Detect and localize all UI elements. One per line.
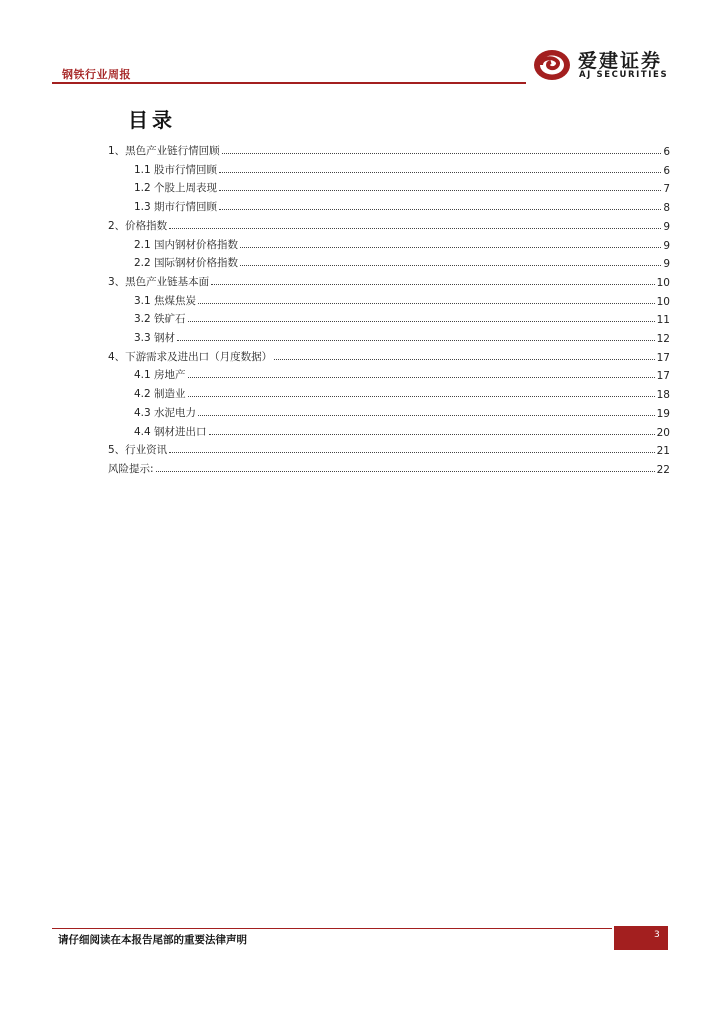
toc-dot-leader [240,264,661,266]
footer-divider [52,928,612,929]
toc-entry[interactable] [134,290,670,308]
toc-entry[interactable] [134,159,670,177]
toc-entry-page: 20 [656,426,670,439]
page-number-box [614,926,668,950]
toc-entry[interactable] [134,327,670,345]
toc-entry-label: 3、黑色产业链基本面 [108,275,210,288]
toc-entry-page: 6 [663,146,670,158]
toc-entry[interactable] [134,402,670,420]
toc-dot-leader [177,339,655,341]
toc-entry-page: 21 [656,445,670,458]
page-number: 3 [654,930,660,940]
toc-dot-leader [222,152,662,154]
legal-disclaimer: 请仔细阅读在本报告尾部的重要法律声明 [58,934,247,946]
toc-entry[interactable] [108,458,670,476]
toc-entry-page: 11 [656,314,670,327]
toc-dot-leader [188,320,655,322]
toc-dot-leader [274,358,654,360]
toc-entry[interactable] [108,271,670,289]
toc-entry-page: 12 [656,333,670,345]
toc-entry-page: 17 [656,370,670,383]
toc-entry-label: 2、价格指数 [108,219,168,232]
toc-entry[interactable] [108,215,670,233]
logo-mark-icon [532,48,572,82]
toc-entry[interactable] [108,140,670,158]
toc-entry-page: 9 [663,258,670,271]
company-logo [532,46,674,84]
toc-entry[interactable] [134,421,670,439]
toc-entry[interactable] [134,364,670,382]
toc-entry-page: 22 [656,463,670,476]
toc-entry[interactable] [108,439,670,457]
toc-entry-label: 3.1 焦煤焦炭 [134,294,197,307]
toc-entry-label: 1.2 个股上周表现 [134,182,218,195]
toc-dot-leader [198,302,655,304]
toc-dot-leader [156,470,655,472]
toc-dot-leader [209,433,655,435]
toc-dot-leader [169,227,661,229]
toc-dot-leader [188,376,655,378]
toc-entry-page: 17 [656,351,670,364]
toc-entry-page: 6 [663,164,670,177]
toc-entry-label: 4.2 制造业 [134,388,186,401]
toc-dot-leader [219,171,661,173]
toc-heading: 目录 [128,108,176,132]
toc-entry-label: 2.1 国内钢材价格指数 [134,238,239,251]
toc-entry-label: 3.2 铁矿石 [134,313,186,326]
toc-dot-leader [219,208,661,210]
toc-entry-label: 4、下游需求及进出口（月度数据） [108,350,273,363]
toc-entry-label: 1、黑色产业链行情回顾 [108,145,220,157]
toc-entry-page: 19 [656,407,670,420]
toc-entry-page: 8 [663,202,670,215]
toc-entry[interactable] [134,177,670,195]
toc-entry-page: 18 [656,389,670,402]
toc-entry[interactable] [134,196,670,214]
toc-entry-page: 10 [656,276,670,289]
toc-entry[interactable] [108,346,670,364]
toc-entry-label: 4.4 钢材进出口 [134,425,207,438]
toc-entry-page: 9 [663,239,670,252]
toc-entry-page: 10 [656,295,670,308]
toc-entry-page: 7 [663,183,670,196]
toc-entry-label: 1.3 期市行情回顾 [134,201,218,214]
toc-entry-page: 9 [663,220,670,233]
toc-dot-leader [188,395,655,397]
report-type-title: 钢铁行业周报 [62,68,131,81]
toc-entry[interactable] [134,383,670,401]
toc-dot-leader [198,414,655,416]
toc-entry-label: 2.2 国际钢材价格指数 [134,257,239,270]
header-divider [52,82,526,84]
toc-entry-label: 5、行业资讯 [108,444,168,457]
logo-chinese-name: 爱建证券 [578,50,663,72]
toc-entry-label: 4.1 房地产 [134,369,186,382]
toc-entry-label: 4.3 水泥电力 [134,406,197,419]
toc-dot-leader [169,451,654,453]
toc-entry[interactable] [134,308,670,326]
toc-entry-label: 风险提示: [108,462,154,475]
toc-dot-leader [240,246,661,248]
toc-entry[interactable] [134,234,670,252]
toc-entry-label: 3.3 钢材 [134,332,176,344]
toc-dot-leader [219,189,661,191]
toc-entry-label: 1.1 股市行情回顾 [134,163,218,176]
toc-entry[interactable] [134,252,670,270]
toc-dot-leader [211,283,654,285]
logo-english-name: AJ SECURITIES [579,70,669,80]
